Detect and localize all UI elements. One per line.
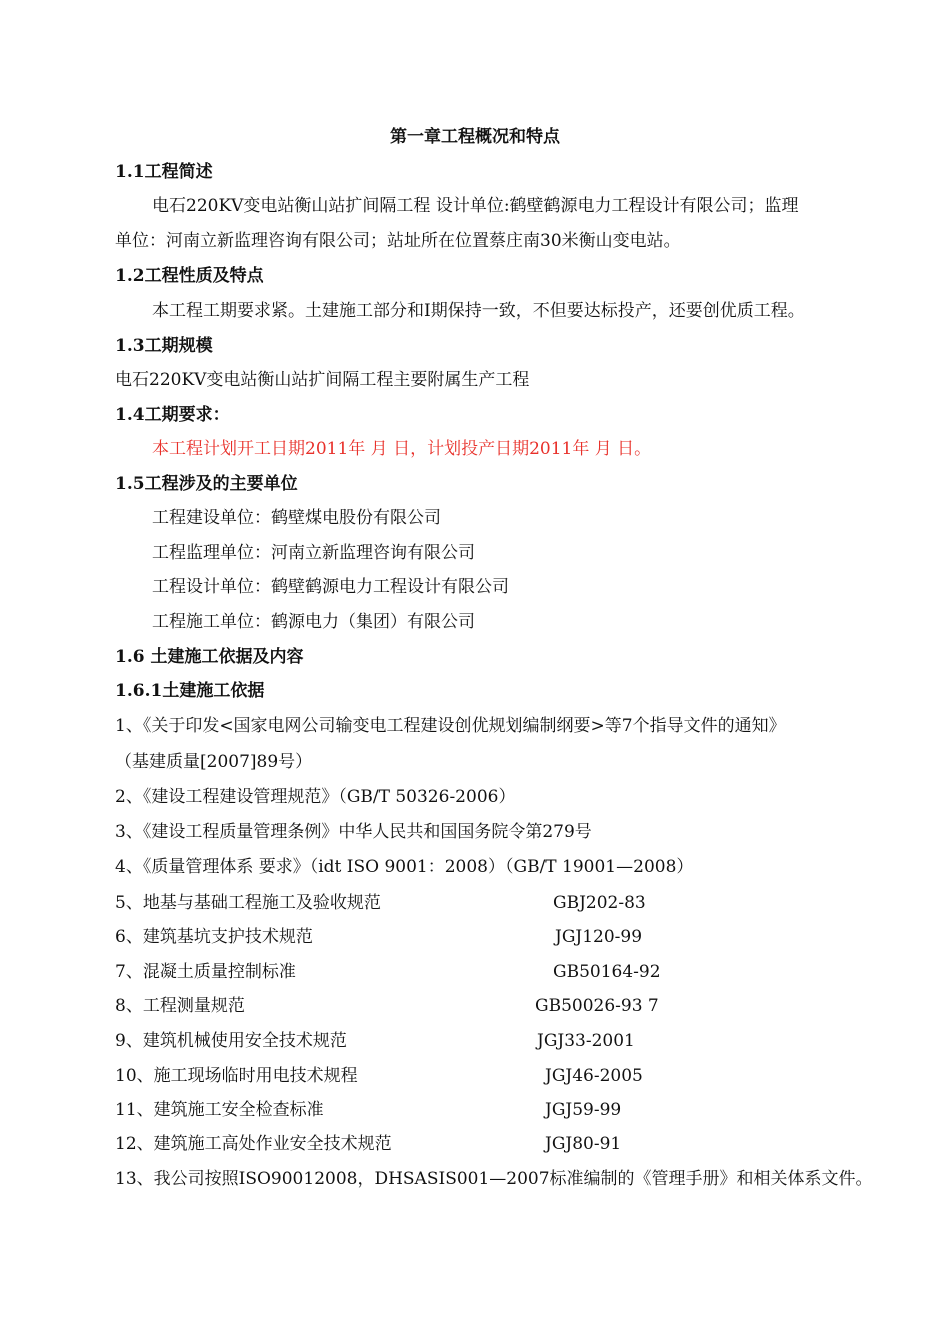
basis-item-4: 4、《质量管理体系 要求》（idt ISO 9001：2008）（GB/T 19001—2008） <box>115 857 694 877</box>
section-1-1-line-1: 电石220KV变电站衡山站扩间隔工程 设计单位:鹤壁鹤源电力工程设计有限公司；监理 <box>152 196 799 216</box>
unit-construction: 工程建设单位：鹤壁煤电股份有限公司 <box>152 508 441 528</box>
section-1-4-heading: 1.4工期要求： <box>115 405 230 425</box>
section-1-4-text: 本工程计划开工日期2011年 月 日，计划投产日期2011年 月 日。 <box>152 439 652 459</box>
unit-supervision: 工程监理单位：河南立新监理咨询有限公司 <box>152 543 475 563</box>
basis-item-11-code: JGJ59-99 <box>545 1100 622 1120</box>
section-1-1-line-2: 单位：河南立新监理咨询有限公司；站址所在位置蔡庄南30米衡山变电站。 <box>115 231 681 251</box>
basis-item-5: 5、地基与基础工程施工及验收规范 <box>115 893 381 913</box>
basis-item-9: 9、建筑机械使用安全技术规范 <box>115 1031 347 1051</box>
basis-item-8: 8、工程测量规范 <box>115 996 245 1016</box>
basis-item-1: 1、《关于印发<国家电网公司输变电工程建设创优规划编制纲要>等7个指导文件的通知》 <box>115 716 786 736</box>
basis-item-5-code: GBJ202-83 <box>553 893 646 913</box>
section-1-2-text: 本工程工期要求紧。土建施工部分和Ⅰ期保持一致，不但要达标投产，还要创优质工程。 <box>152 301 805 321</box>
basis-item-10-code: JGJ46-2005 <box>545 1066 643 1086</box>
basis-item-3: 3、《建设工程质量管理条例》中华人民共和国国务院令第279号 <box>115 822 592 842</box>
basis-item-8-code: GB50026-93 7 <box>535 996 659 1016</box>
basis-item-10: 10、施工现场临时用电技术规程 <box>115 1066 358 1086</box>
basis-item-13: 13、我公司按照ISO90012008，DHSASIS001—2007标准编制的《管理手册》和相关体系文件。 <box>115 1169 873 1189</box>
basis-item-1-cont: （基建质量[2007]89号） <box>115 752 313 772</box>
basis-item-11: 11、建筑施工安全检查标准 <box>115 1100 324 1120</box>
basis-item-2: 2、《建设工程建设管理规范》（GB/T 50326-2006） <box>115 787 516 807</box>
basis-item-7: 7、混凝土质量控制标准 <box>115 962 296 982</box>
basis-item-6: 6、建筑基坑支护技术规范 <box>115 927 313 947</box>
section-1-2-heading: 1.2工程性质及特点 <box>115 266 264 286</box>
section-1-3-heading: 1.3工期规模 <box>115 336 213 356</box>
basis-item-9-code: JGJ33-2001 <box>537 1031 635 1051</box>
section-1-6-1-heading: 1.6.1土建施工依据 <box>115 681 265 701</box>
basis-item-7-code: GB50164-92 <box>553 962 661 982</box>
chapter-title: 第一章工程概况和特点 <box>390 127 560 147</box>
basis-item-6-code: JGJ120-99 <box>555 927 643 947</box>
unit-builder: 工程施工单位：鹤源电力（集团）有限公司 <box>152 612 475 632</box>
section-1-6-heading: 1.6 土建施工依据及内容 <box>115 647 304 667</box>
basis-item-12-code: JGJ80-91 <box>545 1134 622 1154</box>
section-1-1-heading: 1.1工程简述 <box>115 162 213 182</box>
section-1-5-heading: 1.5工程涉及的主要单位 <box>115 474 298 494</box>
unit-design: 工程设计单位：鹤壁鹤源电力工程设计有限公司 <box>152 577 509 597</box>
basis-item-12: 12、建筑施工高处作业安全技术规范 <box>115 1134 392 1154</box>
section-1-3-text: 电石220KV变电站衡山站扩间隔工程主要附属生产工程 <box>115 370 530 390</box>
